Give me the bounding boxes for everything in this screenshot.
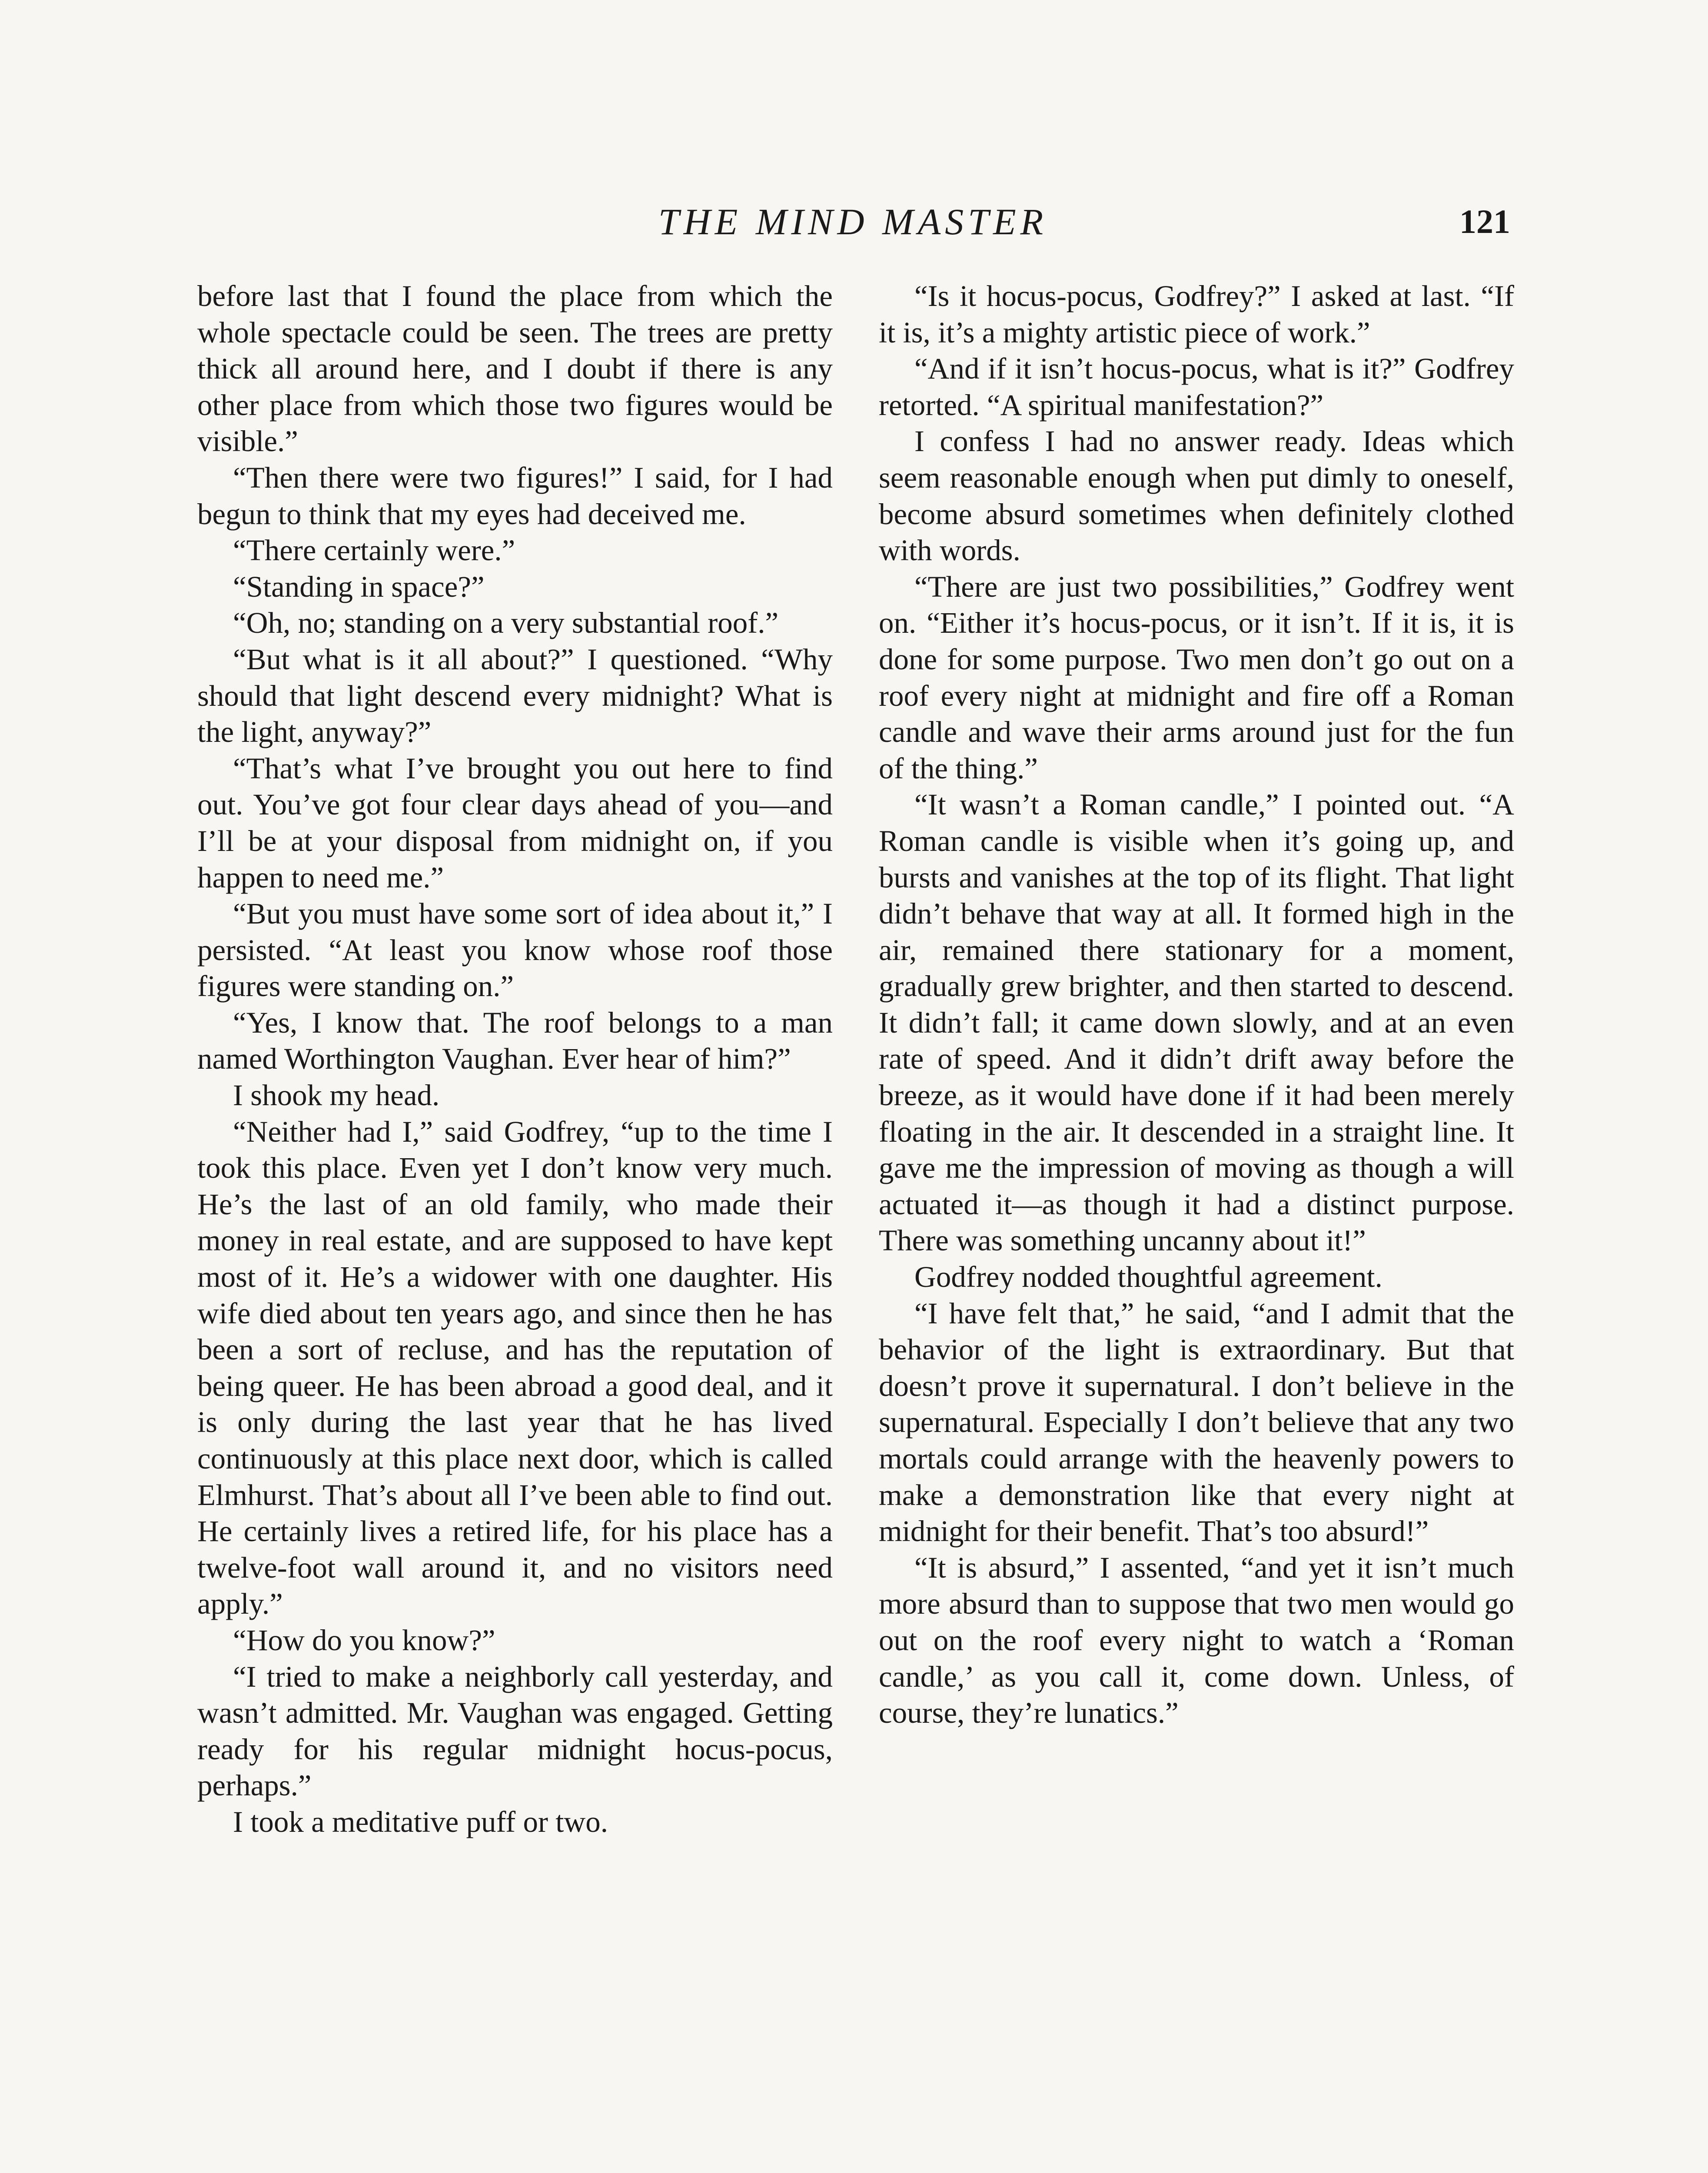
paragraph: “Standing in space?”: [233, 570, 485, 603]
page-number: 121: [1459, 203, 1510, 240]
paragraph: “I have felt that,” he said, “and I admit that the behavior of the light is extraordinary. But that doesn’t prove it supernatural. I don’t believe in the supernatural. Especially I don’t believe that any two mortals could arrange with the heavenly powers to make a demonstration like that every night at midnight for their benefit. That’s too absurd!”: [879, 1296, 1514, 1548]
paragraph: “Neither had I,” said Godfrey, “up to the time I took this place. Even yet I don’t know very much. He’s the last of an old family, who made their money in real estate, and are supposed to have kept most of it. He’s a widower with one daughter. His wife died about ten years ago, and since then he has been a sort of recluse, and has the reputation of being queer. He has been abroad a good deal, and it is only during the last year that he has lived continuously at this place next door, which is called Elmhurst. That’s about all I’ve been able to find out. He certainly lives a retired life, for his place has a twelve-foot wall around it, and no visitors need apply.”: [197, 1115, 833, 1621]
paragraph: I took a meditative puff or two.: [233, 1805, 608, 1838]
running-title: THE MIND MASTER: [658, 201, 1048, 243]
paragraph: “It wasn’t a Roman candle,” I pointed out. “A Roman candle is visible when it’s going up, and bursts and vanishes at the top of its flight. That light didn’t behave that way at all. It formed high in the air, remained there stationary for a moment, gradually grew brighter, and then started to descend. It didn’t fall; it came down slowly, and at an even rate of speed. And it didn’t drift away before the breeze, as it would have done if it had been merely floating in the air. It descended in a straight line. It gave me the impression of moving as though a will actuated it—as though it had a distinct purpose. There was something uncanny about it!”: [879, 788, 1514, 1257]
paragraph: I shook my head.: [233, 1079, 440, 1112]
paragraph: “Yes, I know that. The roof belongs to a man named Worthington Vaughan. Ever hear of him?”: [197, 1006, 833, 1076]
paragraph: “But you must have some sort of idea about it,” I persisted. “At least you know whose roof those figures were standing on.”: [197, 897, 833, 1003]
right-column: [879, 278, 1514, 2173]
paragraph: “How do you know?”: [233, 1623, 495, 1657]
paragraph: “It is absurd,” I assented, “and yet it isn’t much more absurd than to suppose that two men would go out on the roof every night to watch a ‘Roman candle,’ as you call it, come down. Unless, of course, they’re lunatics.”: [879, 1551, 1514, 1730]
paragraph: “Oh, no; standing on a very substantial roof.”: [233, 606, 779, 640]
paragraph: “And if it isn’t hocus-pocus, what is it?” Godfrey retorted. “A spiritual manifestation?”: [879, 352, 1514, 422]
paragraph: Godfrey nodded thoughtful agreement.: [914, 1260, 1382, 1294]
paragraph: “There certainly were.”: [233, 534, 515, 567]
paragraph: before last that I found the place from which the whole spectacle could be seen. The trees are pretty thick all around here, and I doubt if there is any other place from which those two figures would be visible.”: [197, 279, 833, 458]
paragraph: “Is it hocus-pocus, Godfrey?” I asked at last. “If it is, it’s a mighty artistic piece of work.”: [879, 279, 1514, 349]
paragraph: “I tried to make a neighborly call yesterday, and wasn’t admitted. Mr. Vaughan was engaged. Getting ready for his regular midnight hocus-pocus, perhaps.”: [197, 1660, 833, 1802]
paragraph: “Then there were two figures!” I said, for I had begun to think that my eyes had deceived me.: [197, 461, 833, 531]
left-column: [197, 278, 833, 2173]
paragraph: “There are just two possibilities,” Godfrey went on. “Either it’s hocus-pocus, or it isn’t. If it is, it is done for some purpose. Two men don’t go out on a roof every night at midnight and fire off a Roman candle and wave their arms around just for the fun of the thing.”: [879, 570, 1514, 785]
paragraph: “That’s what I’ve brought you out here to find out. You’ve got four clear days ahead of you—and I’ll be at your disposal from midnight on, if you happen to need me.”: [197, 751, 833, 894]
paragraph: “But what is it all about?” I questioned. “Why should that light descend every midnight? What is the light, anyway?”: [197, 642, 833, 749]
paragraph: I confess I had no answer ready. Ideas which seem reasonable enough when put dimly to oneself, become absurd sometimes when definitely clothed with words.: [879, 425, 1514, 567]
running-head: [196, 193, 1510, 250]
